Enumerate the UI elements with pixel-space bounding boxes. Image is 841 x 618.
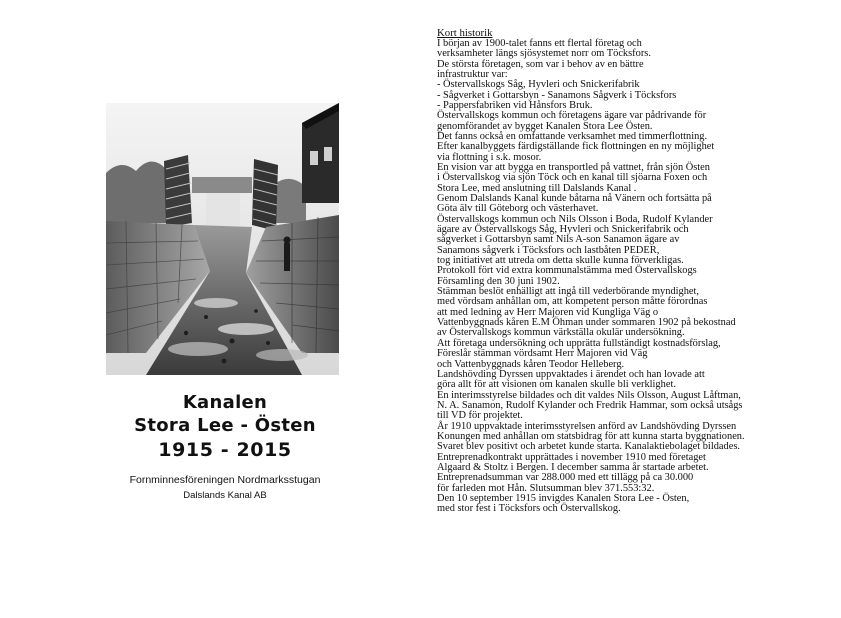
history-line: Algaard & Stoltz i Bergen. I december samma år startade arbetet. (437, 461, 709, 473)
history-line: Det fanns också en omfattande verksamhet med timmerflottning. (437, 130, 708, 142)
history-line: Stämman beslöt enhälligt att ingå till vederbörande myndighet, (437, 286, 700, 298)
history-line: Konungen med anhållan om statsbidrag för att kunna starta byggnationen. (437, 430, 745, 442)
history-line: att med ledning av Herr Majoren vid Kungliga Väg o (437, 306, 659, 318)
history-line: ägare av Östervallskogs Såg, Hyvleri och Snickerifabrik och (437, 224, 689, 236)
history-line: verksamheter längs sjösystemet norr om Töcksfors. (437, 48, 651, 60)
history-line: Svaret blev positivt och arbetet kunde starta. Kanalaktiebolaget bildades. (437, 441, 740, 453)
canal-photo-illustration (106, 103, 339, 375)
history-line: av Östervallskogs kommun värkställa okulär undersökning. (437, 327, 685, 339)
history-line: Efter kanalbyggets färdigställande fick flottningen en ny möjlighet (437, 141, 715, 153)
history-line: Den 10 september 1915 invigdes Kanalen Stora Lee - Östen, (437, 492, 690, 504)
history-line: till VD för projektet. (437, 410, 523, 422)
history-lines (437, 39, 833, 515)
history-line: via flottning i s.k. mosor. (437, 151, 542, 163)
history-line: - Sågverket i Gottarsbyn - Sanamons Sågverk i Töcksfors (437, 89, 677, 101)
history-line: En interimsstyrelse bildades och dit valdes Nils Olsson, August Låftman, (437, 389, 741, 401)
history-line: Landshövding Dyrssen uppvaktades i ärendet och han lovade att (437, 368, 705, 380)
history-line: N. A. Sanamon, Rudolf Kylander och Fredrik Hammar, som också utsågs (437, 399, 743, 411)
history-line: Sanamons sågverk i Töcksfors och lastbåten PEDER, (437, 244, 660, 256)
history-line: - Pappersfabriken vid Hånsfors Bruk. (437, 99, 593, 111)
history-line: Entreprenadsumman var 288.000 med ett tillägg på ca 30.000 (437, 472, 694, 484)
history-line: Genom Dalslands Kanal kunde båtarna nå Vänern och fortsätta på (437, 193, 712, 204)
history-line: - Östervallskogs Såg, Hyvleri och Snickerifabrik (437, 79, 640, 91)
history-line: Vattenbyggnads kåren E.M Öhman under sommaren 1902 på bekostnad (437, 317, 736, 329)
history-line: och Vattenbyggnads kåren Teodor Helleberg. (437, 358, 625, 370)
history-line: Föreslår stämman vördsamt Herr Majoren vid Väg (437, 348, 648, 360)
history-line: med stor fest i Töcksfors och Östervallskog. (437, 503, 621, 515)
history-line: tog initiativet att utreda om detta skulle kunna förverkligas. (437, 255, 684, 267)
cover-title: Kanalen (182, 392, 268, 413)
history-line: Stora Lee, med anslutning till Dalslands Kanal . (437, 182, 637, 194)
history-line: I början av 1900-talet fanns ett flertal företag och (437, 37, 642, 49)
history-line: göra allt för att visionen om kanalen skulle bli verklighet. (437, 379, 676, 391)
history-line: Östervallskogs kommun och företagens ägare var pådrivande för (437, 110, 707, 122)
cover-subtitle: Stora Lee - Östen (134, 415, 316, 436)
history-line: En vision var att bygga en transportled på vattnet, från sjön Östen (437, 161, 710, 173)
history-heading: Kort historik (437, 27, 493, 39)
history-line: Församling den 30 juni 1902. (437, 275, 560, 287)
cover-years: 1915 - 2015 (158, 439, 292, 461)
history-line: i Östervallskog via sjön Töck och en kanal till sjöarna Foxen och (437, 172, 708, 184)
history-line: genomförandet av bygget Kanalen Stora Lee Östen. (437, 120, 653, 132)
history-line: infrastruktur var: (437, 68, 508, 80)
organization-partner: Dalslands Kanal AB (183, 490, 267, 501)
history-line: med vördsam anhållan om, att kompetent person måtte förordnas (437, 296, 708, 308)
history-line: Östervallskogs kommun och Nils Olsson i Boda, Rudolf Kylander (437, 213, 713, 225)
history-line: för farleden mot Hån. Slutsumman blev 371.553:32. (437, 482, 655, 494)
history-text-column (437, 28, 833, 515)
history-line: sågverket i Gottarsbyn samt Nils A-son Sanamon ägare av (437, 234, 680, 246)
history-line: Göta älv till Göteborg och västerhavet. (437, 203, 599, 215)
history-line: De största företagen, som var i behov av en bättre (437, 58, 644, 70)
history-line: Att företaga undersökning och upprätta fullständigt kostnadsförslag, (437, 337, 721, 349)
history-line: Protokoll fört vid extra kommunalstämma med Östervallskogs (437, 265, 697, 277)
canal-lock-photo (106, 103, 339, 375)
history-line: År 1910 uppvaktade interimsstyrelsen anförd av Landshövding Dyrssen (437, 420, 737, 432)
organization-name: Fornminnesföreningen Nordmarksstugan (129, 474, 321, 486)
history-line: Entreprenadkontrakt upprättades i november 1910 med företaget (437, 451, 706, 463)
